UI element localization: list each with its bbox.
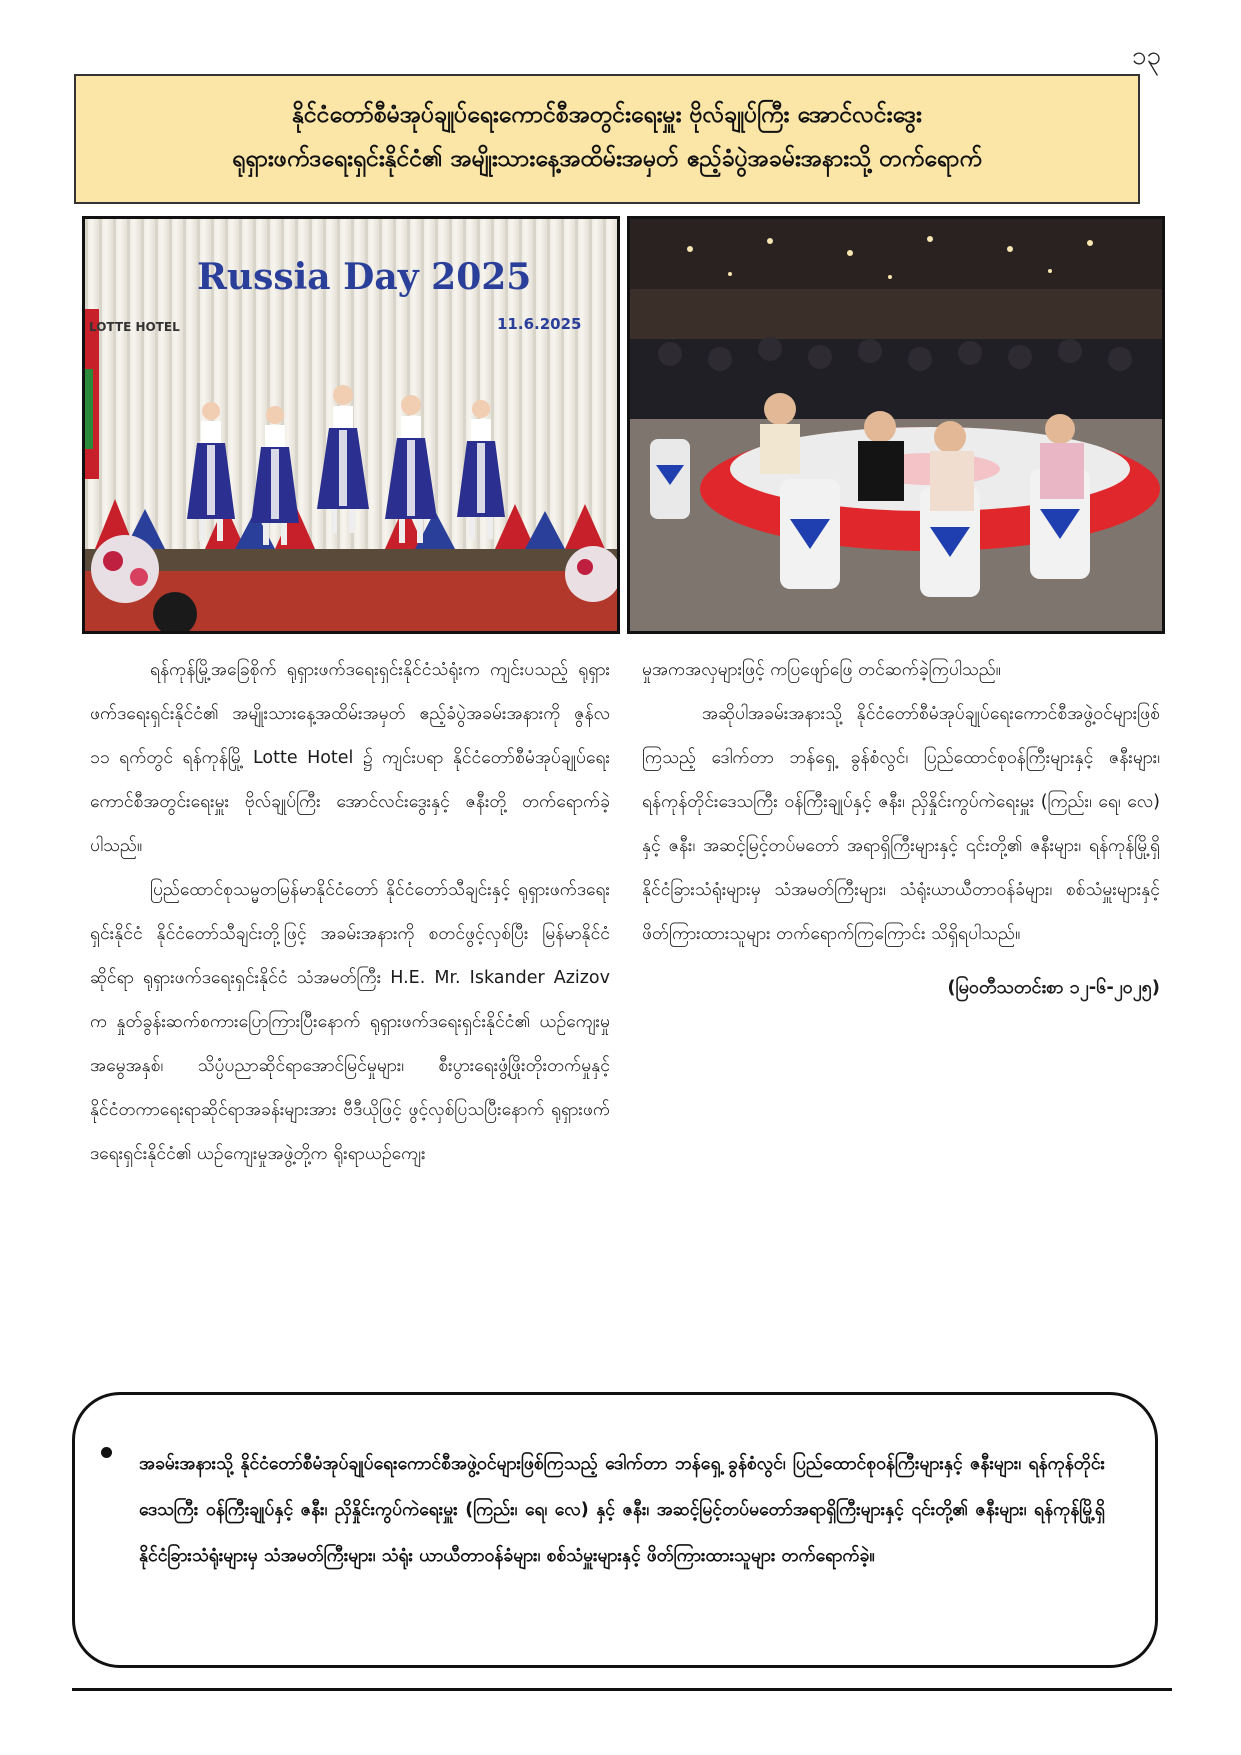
page-number: ၁၃ [1131,41,1161,71]
banquet-illustration [630,219,1162,631]
headline-box [74,74,1140,204]
banner-title: Russia Day 2025 [197,256,532,298]
article-paragraph-1: ရန်ကုန်မြို့အခြေစိုက် ရုရှားဖက်ဒရေးရှင်းနိုင်ငံသံရုံးက ကျင်းပသည့် ရုရှားဖက်ဒရေးရှင်းနိုင်ငံ၏ အမျိုးသားနေ့အထိမ်းအမှတ် ဧည့်ခံပွဲအခမ်းအနားကို ဇွန်လ ၁၁ ရက်တွင် ရန်ကုန်မြို့ Lotte Hotel ၌ ကျင်းပရာ နိုင်ငံတော်စီမံအုပ်ချုပ်ရေးကောင်စီအတွင်းရေးမှူး ဗိုလ်ချုပ်ကြီး အောင်လင်းဒွေးနှင့် ဇနီးတို့ တက်ရောက်ခဲ့ပါသည်။ [90,660,610,856]
summary-note-box [72,1392,1158,1668]
article-paragraph-3: အဆိုပါအခမ်းအနားသို့ နိုင်ငံတော်စီမံအုပ်ချုပ်ရေးကောင်စီအဖွဲ့ဝင်များဖြစ်ကြသည့် ဒေါက်တာ ဘန်ရှေ့ ခွန်စံလွင်၊ ပြည်ထောင်စုဝန်ကြီးများနှင့် ဇနီးများ၊ ရန်ကုန်တိုင်းဒေသကြီး ဝန်ကြီးချုပ်နှင့် ဇနီး၊ ညှိနှိုင်းကွပ်ကဲရေးမှူး (ကြည်း၊ ရေ၊ လေ) နှင့် ဇနီး၊ အဆင့်မြင့်တပ်မတော် အရာရှိကြီးများနှင့် ၎င်းတို့၏ ဇနီးများ၊ ရန်ကုန်မြို့ရှိ နိုင်ငံခြားသံရုံးများမှ သံအမတ်ကြီးများ၊ သံရုံးယာယီတာဝန်ခံများ၊ စစ်သံမှူးများနှင့် ဖိတ်ကြားထားသူများ တက်ရောက်ကြကြောင်း သိရှိရပါသည်။ [642,704,1160,944]
article-paragraph-2: ပြည်ထောင်စုသမ္မတမြန်မာနိုင်ငံတော် နိုင်ငံတော်သီချင်းနှင့် ရုရှားဖက်ဒရေးရှင်းနိုင်ငံ နိုင်ငံတော်သီချင်းတို့ဖြင့် အခမ်းအနားကို စတင်ဖွင့်လှစ်ပြီး မြန်မာနိုင်ငံဆိုင်ရာ ရုရှားဖက်ဒရေးရှင်းနိုင်ငံ သံအမတ်ကြီး H.E. Mr. Iskander Azizov က နှုတ်ခွန်းဆက်စကားပြောကြားပြီးနောက် ရုရှားဖက်ဒရေးရှင်းနိုင်ငံ၏ ယဉ်ကျေးမှုအမွေအနှစ်၊ သိပ္ပံပညာဆိုင်ရာအောင်မြင်မှုများ၊ စီးပွားရေးဖွံ့ဖြိုးတိုးတက်မှုနှင့် နိုင်ငံတကာရေးရာဆိုင်ရာအခန်းများအား ဗီဒီယိုဖြင့် ဖွင့်လှစ်ပြသပြီးနောက် ရုရှားဖက်ဒရေးရှင်းနိုင်ငံ၏ ယဉ်ကျေးမှုအဖွဲ့တို့က ရိုးရာယဉ်ကျေး [90,880,610,1164]
headline-line-1: နိုင်ငံတော်စီမံအုပ်ချုပ်ရေးကောင်စီအတွင်းရေးမှူး ဗိုလ်ချုပ်ကြီး အောင်လင်းဒွေး [292,102,922,128]
headline-line-2: ရုရှားဖက်ဒရေးရှင်းနိုင်ငံ၏ အမျိုးသားနေ့အထိမ်းအမှတ် ဧည့်ခံပွဲအခမ်းအနားသို့ တက်ရောက် [232,146,982,172]
summary-note-text: အခမ်းအနားသို့ နိုင်ငံတော်စီမံအုပ်ချုပ်ရေးကောင်စီအဖွဲ့ဝင်များဖြစ်ကြသည့် ဒေါက်တာ ဘန်ရှေ့ ခွန်စံလွင်၊ ပြည်ထောင်စုဝန်ကြီးများနှင့် ဇနီးများ၊ ရန်ကုန်တိုင်းဒေသကြီး ဝန်ကြီးချုပ်နှင့် ဇနီး၊ ညှိနှိုင်းကွပ်ကဲရေးမှူး (ကြည်း၊ ရေ၊ လေ) နှင့် ဇနီး၊ အဆင့်မြင့်တပ်မတော်အရာရှိကြီးများနှင့် ၎င်းတို့၏ ဇနီးများ၊ ရန်ကုန်မြို့ရှိ နိုင်ငံခြားသံရုံးများမှ သံအမတ်ကြီးများ၊ သံရုံး ယာယီတာဝန်ခံများ၊ စစ်သံမှူးများနှင့် ဖိတ်ကြားထားသူများ တက်ရောက်ခဲ့။ [139,1454,1105,1566]
photo-reception-banquet [627,216,1165,634]
article-column-left [90,648,610,1176]
bullet-icon [101,1447,112,1458]
article-column-right [642,648,1160,1010]
article-source: (မြဝတီသတင်းစာ ၁၂-၆-၂၀၂၅) [947,977,1160,998]
photo-dance-performance [82,216,620,634]
article-continuation: မှုအကအလှများဖြင့် ကပြဖျော်ဖြေ တင်ဆက်ခဲ့ကြပါသည်။ [642,660,1001,680]
banner-venue: LOTTE HOTEL [89,320,180,334]
bottom-divider [72,1688,1172,1691]
dance-stage-illustration [85,219,617,631]
banner-date: 11.6.2025 [497,315,582,333]
